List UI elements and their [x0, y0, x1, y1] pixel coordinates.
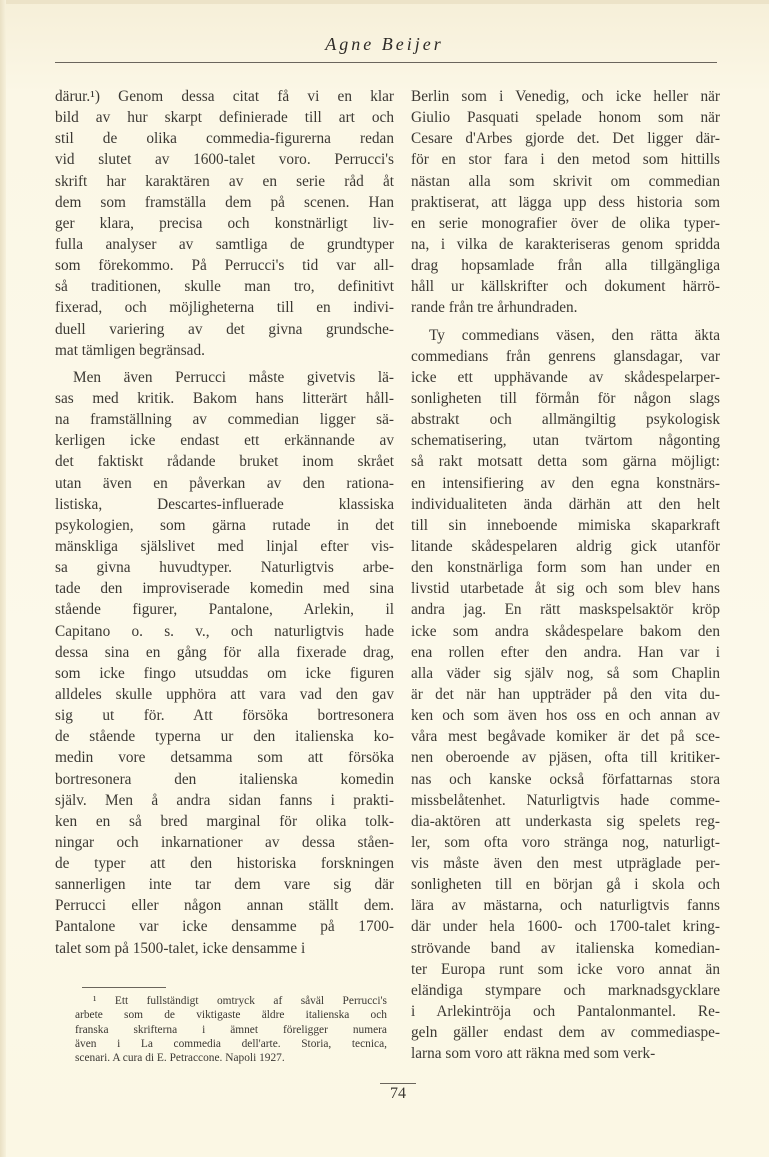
- text-line: arbete som de viktigaste äldre italienska och: [75, 1009, 387, 1022]
- text-line: sa givna huvudtyper. Naturligtvis arbe-: [55, 559, 394, 577]
- text-line: sas med kritik. Bakom hans litterärt håll-: [55, 389, 394, 407]
- text-line: individualiteten ända därhän att den helt: [411, 495, 720, 513]
- text-line: mat tämligen begränsad.: [55, 341, 205, 359]
- text-line: Capitano o. s. v., och naturligtvis hade: [55, 622, 394, 640]
- text-line: duell variering av det givna grundsche-: [55, 320, 394, 338]
- text-line: larna som voro att räkna med som verk-: [411, 1045, 656, 1063]
- text-line: själv. Men å andra sidan fanns i prakti-: [55, 791, 394, 809]
- text-line: stil de olika commedia-figurerna redan: [55, 130, 394, 148]
- text-line: sig ut för. Att försöka bortresonera: [55, 707, 394, 725]
- text-line: drag hopsamlade från alla tillgängliga: [411, 257, 720, 275]
- text-line: nen oberoende av pjäsen, ofta till kritiker-: [411, 749, 720, 767]
- text-line: lära av mästarna, och naturligtvis fanns: [411, 897, 720, 915]
- text-line: dia-aktören att underkasta sig spelets reg-: [411, 812, 720, 830]
- text-line: Cesare d'Arbes gjorde det. Det ligger där-: [411, 130, 720, 148]
- page-left-edge: [0, 0, 6, 1157]
- text-line: de typer att den historiska forskningen: [55, 855, 394, 873]
- text-line: Men även Perrucci måste givetvis lä-: [73, 368, 394, 386]
- text-line: ter Europa runt som icke voro annat än: [411, 960, 720, 978]
- text-line: rande från tre århundraden.: [411, 299, 578, 317]
- text-line: ken en så bred marginal för olika tolk-: [55, 812, 394, 830]
- footnote: [75, 994, 387, 1065]
- text-line: dessa sina en gång för alla fixerade drag,: [55, 643, 394, 661]
- text-line: ¹ Ett fullständigt omtryck af såväl Perrucci's: [93, 995, 387, 1007]
- text-line: nas och kanske också författarnas stora: [411, 770, 720, 788]
- text-line: medin vore detsamma som att försöka: [55, 749, 394, 767]
- text-line: fulla analyser av samtliga de grundtyper: [55, 235, 394, 253]
- text-line: så rakt motsatt detta som gärna möjligt:: [411, 453, 720, 471]
- text-line: ler, som ofta voro stränga nog, naturligt-: [411, 833, 720, 851]
- text-line: kerligen icke endast ett erkännande av: [55, 432, 394, 450]
- text-line: livstid utarbetade åt sig och som blev hans: [411, 580, 720, 598]
- text-line: na framställning av commedian ligger sä-: [55, 411, 394, 429]
- text-line: icke som andra skådespelare bakom den: [411, 622, 720, 640]
- text-line: listiska, Descartes-influerade klassiska: [55, 495, 394, 513]
- text-line: utan även en påverkan av den rationa-: [55, 474, 394, 492]
- page-top-edge: [0, 0, 769, 4]
- text-line: schematisering, utan tvärtom någonting: [411, 432, 720, 450]
- text-line: även i La commedia dell'arte. Storia, tecnica,: [75, 1037, 387, 1050]
- text-line: talet som på 1500-talet, icke densamme i: [55, 939, 306, 957]
- text-line: Giulio Pasquati spelade honom som när: [411, 109, 720, 127]
- text-line: till sin inneboende mimiska skaparkraft: [411, 516, 720, 534]
- text-line: därur.¹) Genom dessa citat få vi en klar: [55, 88, 394, 105]
- text-line: geln gäller endast dem av commediaspe-: [411, 1024, 720, 1042]
- text-line: sonligheten till en början gå i skola och: [411, 876, 720, 894]
- text-line: scenari. A cura di E. Petraccone. Napoli 1927.: [75, 1052, 285, 1065]
- text-line: som förekommo. På Perrucci's tid var all-: [55, 257, 394, 275]
- text-line: nästan alla som skrivit om commedian: [411, 172, 720, 190]
- text-line: skrift har karaktären av en serie råd åt: [55, 172, 394, 190]
- text-line: är det när han uppträder på den vita du-: [411, 685, 720, 703]
- text-line: dem som framställa dem på scenen. Han: [55, 193, 394, 211]
- text-line: den konstnärliga form som han under en: [411, 559, 720, 577]
- text-line: missbelåtenhet. Naturligtvis hade comme-: [411, 791, 720, 809]
- text-line: fixerad, och möjligheterna till en indivi-: [55, 299, 394, 317]
- text-line: vis måste även den mest utpräglade per-: [411, 855, 720, 873]
- text-line: våra mest begåvade komiker är det på sce-: [411, 728, 720, 746]
- text-line: där under hela 1600- och 1700-talet kring-: [411, 918, 720, 936]
- text-line: litande skådespelaren aldrig gick utanför: [411, 537, 720, 555]
- text-line: en serie monografier över de olika typer-: [411, 214, 720, 232]
- text-line: commedians från genrens glansdagar, var: [411, 347, 720, 365]
- text-line: franska skrifterna i ämnet föreligger numera: [75, 1023, 387, 1036]
- text-line: strövande band av italienska komedian-: [411, 939, 720, 957]
- left-column: [55, 86, 394, 959]
- text-line: andra jag. En rätt maskspelsaktör kröp: [411, 601, 720, 619]
- text-line: håll ur källskrifter och dokument härrö-: [411, 278, 720, 296]
- text-line: Berlin som i Venedig, och icke heller när: [411, 88, 720, 105]
- text-line: så traditionen, skulle man tro, definitivt: [55, 278, 394, 296]
- text-line: Ty commedians väsen, den rätta äkta: [429, 326, 720, 344]
- footnote-rule: [82, 987, 166, 988]
- text-line: icke ett upphävande av skådespelarper-: [411, 368, 720, 386]
- text-line: na, i vilka de karakteriseras genom spridda: [411, 235, 720, 253]
- text-line: ger klara, precisa och konstnärligt liv-: [55, 214, 394, 232]
- text-line: eländiga stympare och marknadsgycklare: [411, 981, 720, 999]
- text-line: ken och som även hos oss en och annan av: [411, 707, 720, 725]
- text-line: för en stor fara i den metod som hittills: [411, 151, 720, 169]
- text-line: alldeles skulle upphöra att vara vad den gav: [55, 685, 394, 703]
- text-line: bortresonera den italienska komedin: [55, 770, 394, 788]
- text-line: Pantalone var icke densamme på 1700-: [55, 918, 394, 936]
- text-line: en intensifiering av den egna konstnärs-: [411, 474, 720, 492]
- text-line: tade den improviserade komedin med sina: [55, 580, 394, 598]
- text-line: i Arlekintröja och Pantalonmantel. Re-: [411, 1003, 720, 1021]
- page-number: 74: [390, 1085, 406, 1102]
- text-line: stående figurer, Pantalone, Arlekin, il: [55, 601, 394, 619]
- header-rule: [55, 62, 717, 63]
- text-line: de stående typerna ur den italienska ko-: [55, 728, 394, 746]
- running-head: Agne Beijer: [325, 34, 444, 54]
- text-line: alla väder sig själv nog, så som Chaplin: [411, 664, 720, 682]
- text-line: det faktiskt rådande bruket inom skrået: [55, 453, 394, 471]
- text-line: sonligheten till förmån för någon slags: [411, 389, 720, 407]
- text-line: som icke fingo utsuddas om icke figuren: [55, 664, 394, 682]
- text-line: mänskliga själslivet med linjal efter vis-: [55, 537, 394, 555]
- right-column: [411, 86, 720, 1064]
- text-line: bild av hur skarpt definierade till art och: [55, 109, 394, 127]
- text-line: abstrakt och allmängiltig psykologisk: [411, 411, 720, 429]
- text-line: vid slutet av 1600-talet voro. Perrucci's: [55, 151, 394, 169]
- text-line: ena rollen efter den andra. Han var i: [411, 643, 720, 661]
- text-line: praktiserat, att lägga upp dess historia som: [411, 193, 720, 211]
- text-line: psykologien, som gärna rutade in det: [55, 516, 394, 534]
- text-line: Perrucci eller någon annan ställt dem.: [55, 897, 394, 915]
- text-line: ningar och inkarnationer av dessa ståen-: [55, 833, 394, 851]
- text-line: sannerligen inte tar dem vare sig där: [55, 876, 394, 894]
- page-number-rule: [380, 1083, 416, 1084]
